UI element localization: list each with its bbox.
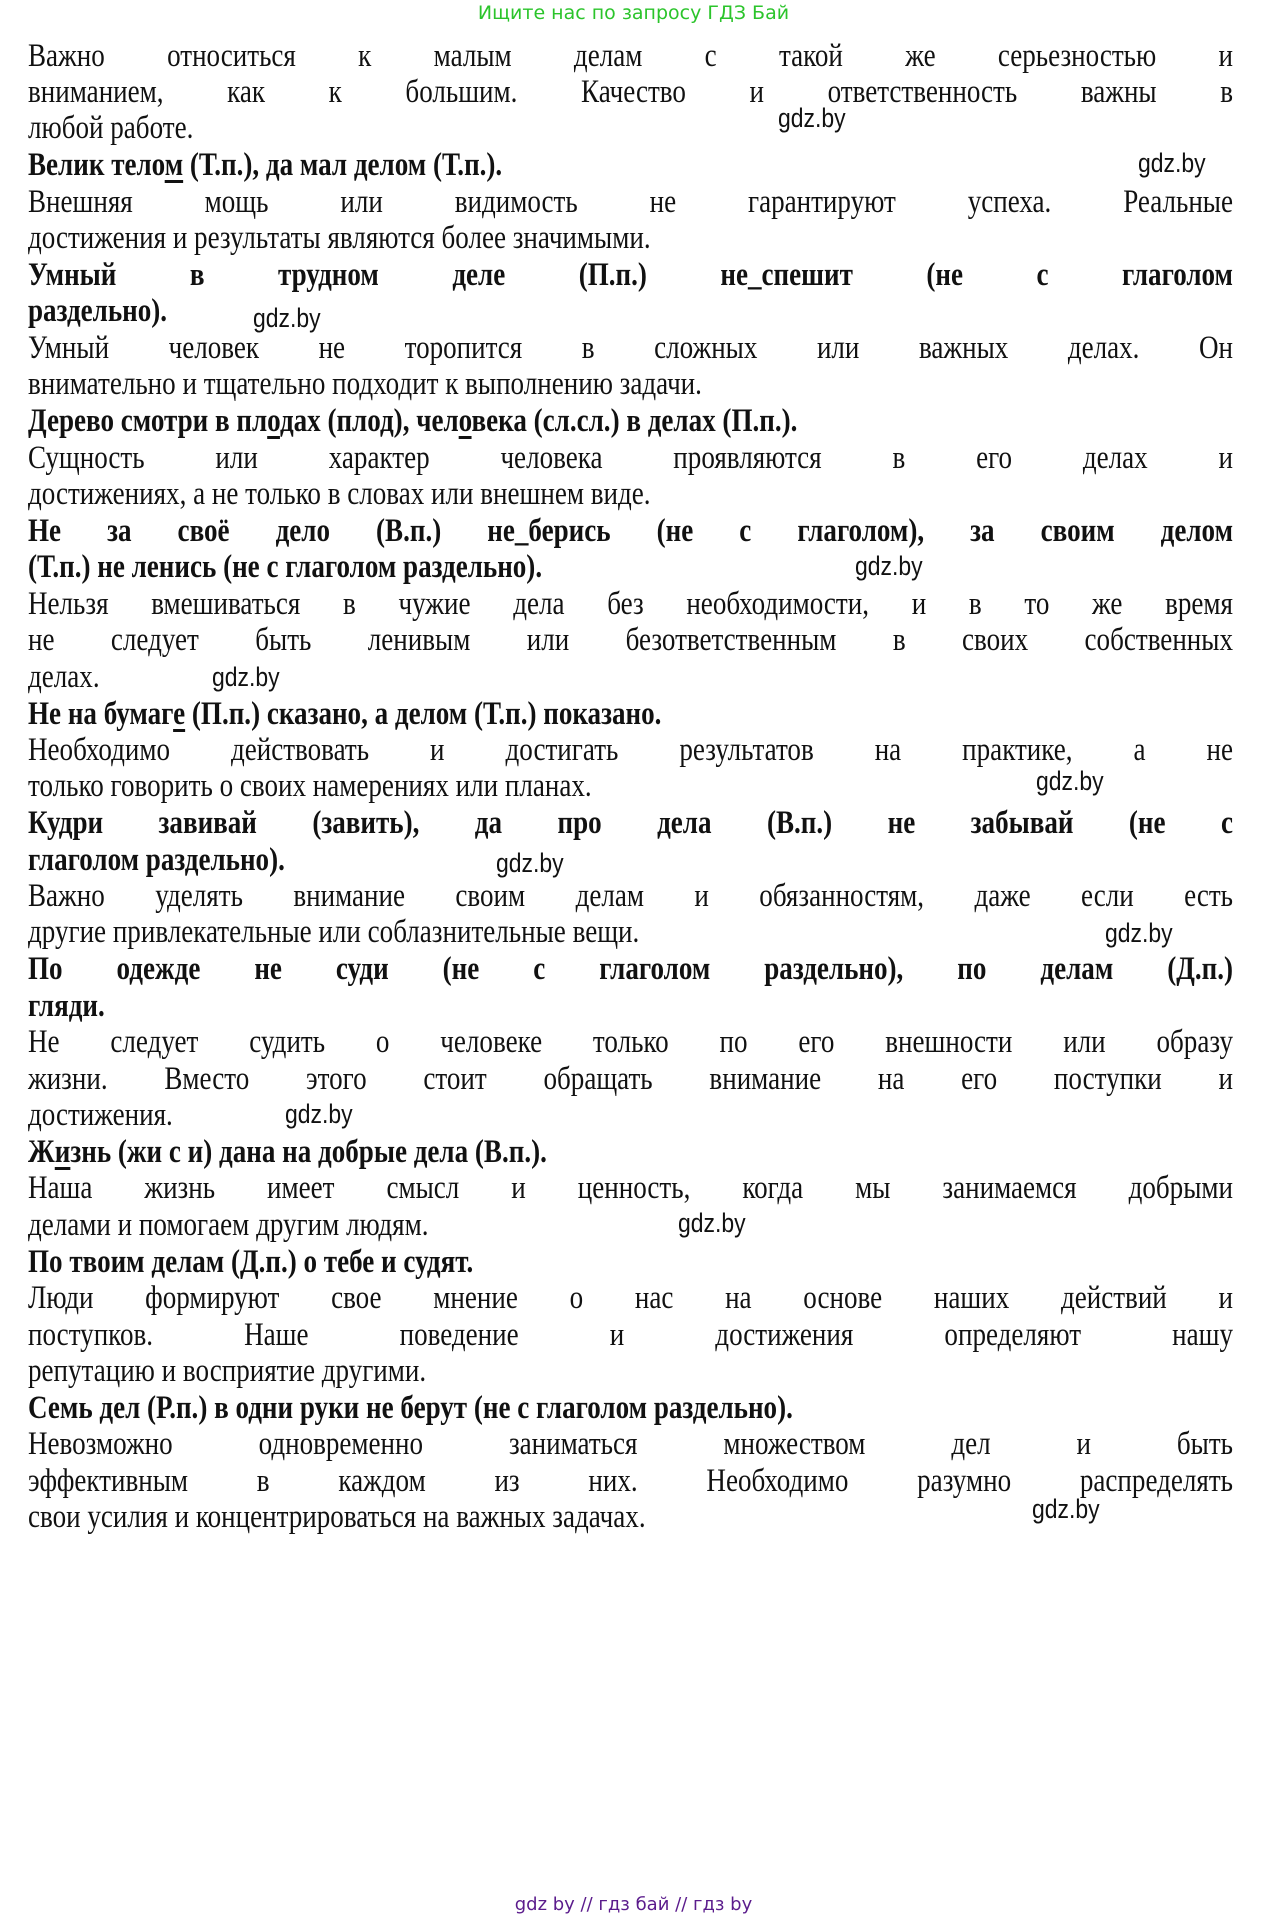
explanation-line: Важно уделять внимание своим делам и обязанностям, даже если есть bbox=[28, 878, 1234, 914]
explanation-line: Необходимо действовать и достигать результатов на практике, а не bbox=[28, 732, 1233, 768]
proverb-line: Дерево смотри в плодах (плод), человека (сл.сл.) в делах (П.п.). bbox=[28, 403, 798, 439]
site-footer-links: gdz by // гдз бай // гдз by bbox=[514, 1894, 753, 1915]
explanation-line: свои усилия и концентрироваться на важных задачах. bbox=[28, 1499, 646, 1535]
explanation-line: делами и помогаем другим людям. bbox=[28, 1207, 429, 1243]
proverb-line: раздельно). bbox=[28, 293, 168, 329]
gdz-watermark: gdz.by bbox=[285, 1099, 353, 1129]
explanation-line: достижения. bbox=[28, 1097, 173, 1133]
explanation-line: Не следует судить о человеке только по его внешности или образу bbox=[28, 1024, 1234, 1060]
gdz-watermark: gdz.by bbox=[1138, 148, 1206, 178]
explanation-line: другие привлекательные или соблазнительные вещи. bbox=[28, 914, 640, 950]
explanation-line: Наша жизнь имеет смысл и ценность, когда мы занимаемся добрыми bbox=[28, 1170, 1234, 1206]
explanation-line: поступков. Наше поведение и достижения определяют нашу bbox=[28, 1317, 1234, 1353]
explanation-line: репутацию и восприятие другими. bbox=[28, 1353, 427, 1389]
explanation-line: Внешняя мощь или видимость не гарантируют успеха. Реальные bbox=[28, 184, 1234, 220]
explanation-line: любой работе. bbox=[28, 110, 194, 146]
underlined-letter: м bbox=[164, 147, 184, 183]
proverb-line: гляди. bbox=[28, 988, 105, 1024]
gdz-watermark: gdz.by bbox=[1036, 766, 1104, 796]
underlined-letter: и bbox=[54, 1134, 71, 1170]
explanation-line: вниманием, как к большим. Качество и ответственность важны в bbox=[28, 74, 1234, 110]
proverb-line: Не на бумаге (П.п.) сказано, а делом (Т.п.) показано. bbox=[28, 696, 662, 732]
underlined-letter: о bbox=[458, 403, 472, 439]
proverb-line: По одежде не суди (не с глаголом раздельно), по делам (Д.п.) bbox=[28, 951, 1233, 987]
explanation-line: жизни. Вместо этого стоит обращать внимание на его поступки и bbox=[28, 1061, 1233, 1097]
gdz-watermark: gdz.by bbox=[496, 848, 564, 878]
proverb-line: Велик телом (Т.п.), да мал делом (Т.п.). bbox=[28, 147, 503, 183]
explanation-line: Умный человек не торопится в сложных или важных делах. Он bbox=[28, 330, 1234, 366]
explanation-line: достижения и результаты являются более значимыми. bbox=[28, 220, 651, 256]
explanation-line: Люди формируют свое мнение о нас на основе наших действий и bbox=[28, 1280, 1234, 1316]
explanation-line: достижениях, а не только в словах или внешнем виде. bbox=[28, 476, 651, 512]
explanation-line: не следует быть ленивым или безответственным в своих собственных bbox=[28, 622, 1234, 658]
explanation-line: делах. bbox=[28, 659, 100, 695]
proverb-line: Семь дел (Р.п.) в одни руки не берут (не с глаголом раздельно). bbox=[28, 1390, 793, 1426]
explanation-line: только говорить о своих намерениях или планах. bbox=[28, 768, 592, 804]
proverb-line: Не за своё дело (В.п.) не_берись (не с глаголом), за своим делом bbox=[28, 513, 1234, 549]
explanation-line: эффективным в каждом из них. Необходимо разумно распределять bbox=[28, 1463, 1234, 1499]
site-search-banner: Ищите нас по запросу ГДЗ Бай bbox=[477, 2, 790, 24]
gdz-watermark: gdz.by bbox=[1105, 918, 1173, 948]
proverb-line: Кудри завивай (завить), да про дела (В.п.) не забывай (не с bbox=[28, 805, 1234, 841]
explanation-line: Невозможно одновременно заниматься множеством дел и быть bbox=[28, 1426, 1234, 1462]
gdz-watermark: gdz.by bbox=[212, 662, 280, 692]
explanation-line: Нельзя вмешиваться в чужие дела без необходимости, и в то же время bbox=[28, 586, 1233, 622]
gdz-watermark: gdz.by bbox=[855, 551, 923, 581]
proverb-line: Умный в трудном деле (П.п.) не_спешит (не с глаголом bbox=[28, 257, 1234, 293]
gdz-watermark: gdz.by bbox=[678, 1208, 746, 1238]
underlined-letter: е bbox=[173, 696, 186, 732]
proverb-line: Жизнь (жи с и) дана на добрые дела (В.п.). bbox=[28, 1134, 547, 1170]
proverb-line: (Т.п.) не ленись (не с глаголом раздельно). bbox=[28, 549, 543, 585]
proverb-line: глаголом раздельно). bbox=[28, 842, 285, 878]
underlined-letter: о bbox=[267, 403, 280, 439]
explanation-line: внимательно и тщательно подходит к выполнению задачи. bbox=[28, 366, 702, 402]
gdz-watermark: gdz.by bbox=[778, 103, 846, 133]
gdz-watermark: gdz.by bbox=[253, 303, 321, 333]
gdz-watermark: gdz.by bbox=[1032, 1494, 1100, 1524]
proverb-line: По твоим делам (Д.п.) о тебе и судят. bbox=[28, 1244, 474, 1280]
explanation-line: Сущность или характер человека проявляются в его делах и bbox=[28, 440, 1234, 476]
explanation-line: Важно относиться к малым делам с такой же серьезностью и bbox=[28, 38, 1234, 74]
